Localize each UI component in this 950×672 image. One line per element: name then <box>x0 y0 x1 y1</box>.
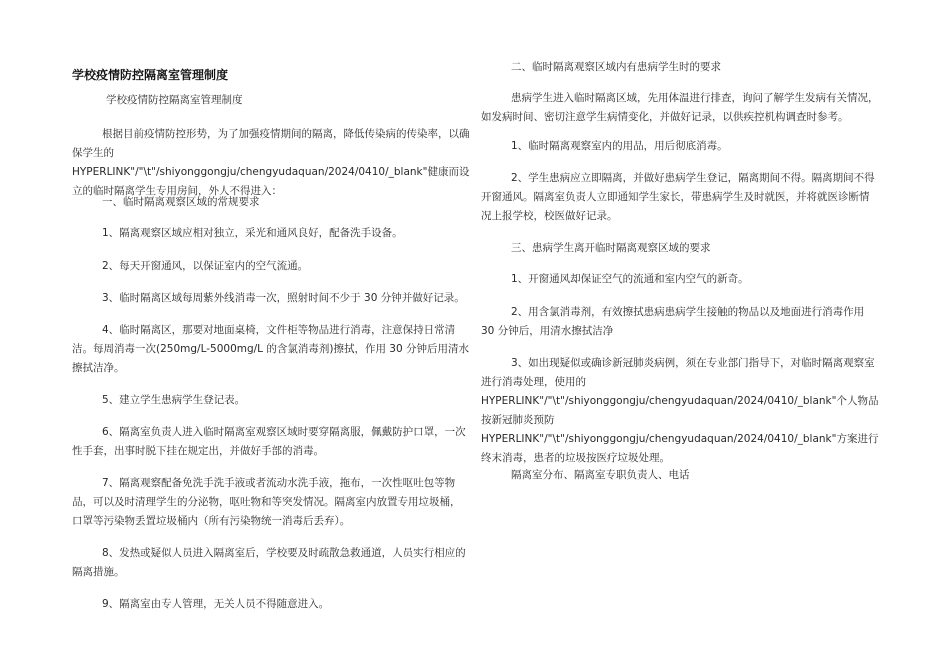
rule-1-8: 8、发热或疑似人员进入隔离室后，学校要及时疏散急救通道，人员实行相应的隔离措施。 <box>72 547 466 578</box>
rule-2-2: 2、学生患病应立即隔离，并做好患病学生登记，隔离期间不得。隔离期间不得开窗通风。隔离室负责人立即通知学生家长，带患病学生及时就医，并将就医诊断情况上报学校，校医做好记录。 <box>481 172 875 222</box>
section-2-intro: 患病学生进入临时隔离区域，先用体温进行排查，询问了解学生发病有关情况，如发病时间、密切注意学生病情变化，并做好记录，以供疾控机构调查时参考。 <box>481 92 879 123</box>
rule-2-1: 1、临时隔离观察室内的用品，用后彻底消毒。 <box>511 140 728 152</box>
rule-1-7: 7、隔离观察配备免洗手洗手液或者流动水洗手液，拖布，一次性呕吐包等物品，可以及时清理学生的分泌物，呕吐物和等突发情况。隔离室内放置专用垃圾桶，口罩等污染物丢置垃圾桶内（所有污染物统一消毒后丢弃）。 <box>72 477 461 527</box>
intro-paragraph: 根据目前疫情防控形势，为了加强疫情期间的隔离，降低传染病的传染率，以确保学生的 HYPERLINK"/"\t"/shiyonggongju/chengyudaquan/2024/0410/_blank"健康而设立的临时隔离学生专用房间，外人不得进入： <box>72 128 470 197</box>
rule-3-1: 1、开窗通风却保证空气的流通和室内空气的新奇。 <box>511 273 749 285</box>
document-subtitle: 学校疫情防控隔离室管理制度 <box>106 94 243 106</box>
section-heading-3: 三、患病学生离开临时隔离观察区域的要求 <box>511 242 711 254</box>
rule-1-1: 1、隔离观察区域应相对独立，采光和通风良好，配备洗手设备。 <box>102 227 403 239</box>
rule-1-3: 3、临时隔离区域每周紫外线消毒一次，照射时间不少于 30 分钟并做好记录。 <box>102 292 465 304</box>
rule-3-3: 3、如出现疑似或确诊新冠肺炎病例，须在专业部门指导下，对临时隔离观察室进行消毒处理，使用的 HYPERLINK"/"\t"/shiyonggongju/chengyudaquan/2024/0410/_blank"个人物品按新冠肺炎预防 HYPERLINK"/"\t"/shiyonggongju/chengyudaquan/2024/0410/_blank"方案进行终末消毒，患者的垃圾按医疗垃圾处理。 <box>481 357 879 464</box>
rule-1-4: 4、临时隔离区，那要对地面桌椅，文件柜等物品进行消毒，注意保持日常清洁。每周消毒一次(250mg/L-5000mg/L 的含氯消毒剂)擦拭，作用 30 分钟后用清水擦拭洁净。 <box>72 324 469 374</box>
rule-1-2: 2、每天开窗通风，以保证室内的空气流通。 <box>102 260 309 272</box>
rule-1-9: 9、隔离室由专人管理，无关人员不得随意进入。 <box>102 598 330 610</box>
rule-3-2: 2、用含氯消毒剂，有效擦拭患病患病学生接触的物品以及地面进行消毒作用 30 分钟后，用清水擦拭洁净 <box>481 306 865 337</box>
document-title: 学校疫情防控隔离室管理制度 <box>72 68 229 82</box>
rule-1-6: 6、隔离室负责人进入临时隔离室观察区域时要穿隔离服，佩戴防护口罩，一次性手套，出事时脱下挂在规定出，并做好手部的消毒。 <box>72 426 466 457</box>
section-heading-1: 一、临时隔离观察区域的常规要求 <box>102 196 260 208</box>
rule-1-5: 5、建立学生患病学生登记表。 <box>102 394 246 406</box>
section-heading-2: 二、临时隔离观察区域内有患病学生时的要求 <box>511 61 721 73</box>
isolation-room-contacts: 隔离室分布、隔离室专职负责人、电话 <box>511 469 690 481</box>
